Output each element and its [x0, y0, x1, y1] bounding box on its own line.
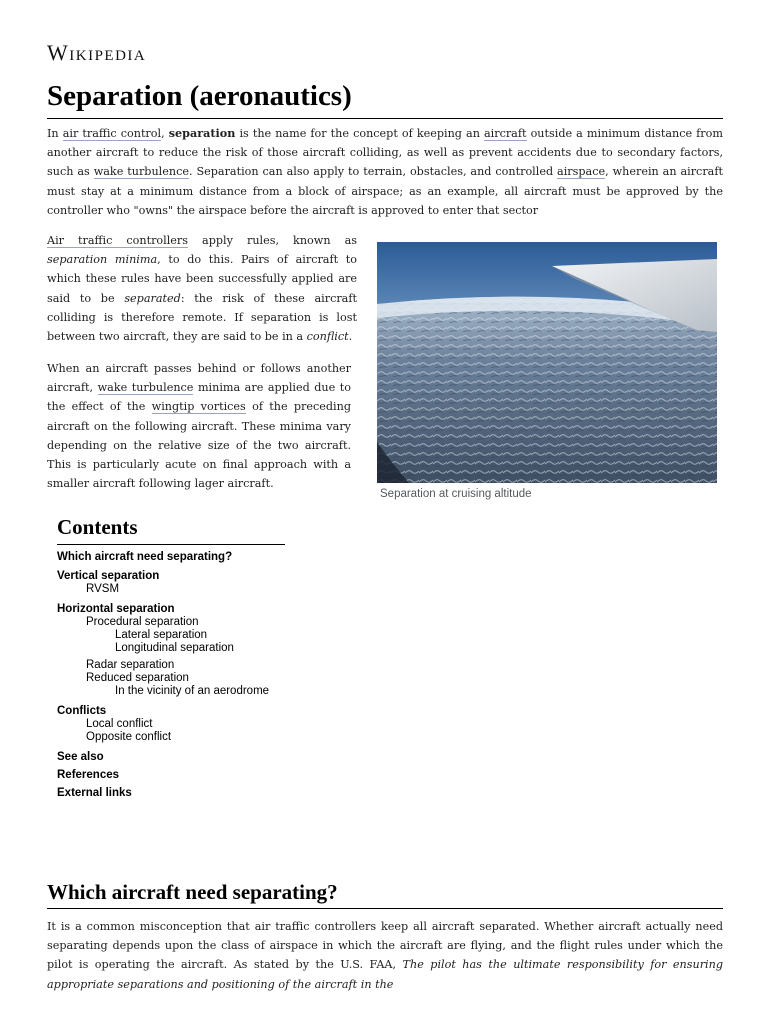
toc-item[interactable]: Conflicts	[57, 705, 107, 717]
link-wake-turbulence[interactable]: wake turbulence	[93, 165, 189, 179]
toc-item[interactable]: Horizontal separation	[57, 603, 175, 615]
toc-item[interactable]: References	[57, 769, 120, 781]
intro-text-2: ,	[161, 127, 169, 140]
term-separation: separation	[168, 126, 236, 140]
para3-text-2: minima are applied due to the effect of the	[47, 381, 351, 414]
toc-item[interactable]: Radar separation	[86, 659, 175, 671]
toc-item[interactable]: Procedural separation	[86, 616, 199, 628]
toc-item[interactable]: RVSM	[86, 583, 120, 595]
link-air-traffic-control[interactable]: air traffic control	[62, 127, 162, 140]
intro-text-6: , wherein an aircraft must stay at a minimum distance from a block of airspace; as an example, all aircraft must be approved by the controller who "owns" the airspace before the aircraft is approved to enter that sector	[47, 165, 723, 217]
toc-item[interactable]: Local conflict	[86, 718, 153, 730]
intro-text-1: In	[47, 127, 63, 140]
page-title: Separation (aeronautics)	[47, 78, 723, 119]
toc-item[interactable]: Longitudinal separation	[115, 642, 234, 654]
para2-text-4: .	[348, 330, 353, 344]
wikipedia-logo[interactable]: Wikipedia	[47, 40, 147, 65]
term-separation-minima: separation minima	[47, 253, 158, 267]
para2-text-1: apply rules, known as	[188, 234, 358, 247]
toc-item[interactable]: Which aircraft need separating?	[57, 551, 233, 563]
toc-title: Contents	[57, 515, 285, 545]
intro-text-4: outside a minimum distance from another aircraft to reduce the risk of those aircraft colliding, as well as prevent accidents due to secondary factors, such as	[47, 127, 723, 179]
toc-item[interactable]: External links	[57, 787, 132, 799]
section-heading-which-aircraft: Which aircraft need separating?	[47, 880, 723, 909]
intro-text-5: . Separation can also apply to terrain, obstacles, and controlled	[188, 165, 558, 179]
link-wingtip-vortices[interactable]: wingtip vortices	[151, 400, 246, 414]
toc-item[interactable]: Lateral separation	[115, 629, 208, 641]
toc-item[interactable]: See also	[57, 751, 104, 763]
term-separated: separated	[124, 291, 181, 305]
section1-text-1: It is a common misconception that air traffic controllers keep all aircraft separated. Whether aircraft actually need separating depends upon the class of airspace in which the aircraft are flying, and the flight rules under which the pilot is operating the aircraft. As stated by the U.S. FAA,	[47, 920, 723, 972]
figure-cruising-altitude	[377, 242, 717, 500]
section1-paragraph	[47, 917, 723, 994]
faa-quote: The pilot has the ultimate responsibility for ensuring appropriate separations and positioning of the aircraft in the	[47, 958, 723, 991]
para3-text-1: When an aircraft passes behind or follows another aircraft,	[47, 362, 351, 395]
para2-text-3: : the risk of these aircraft colliding is therefore remote. If separation is lost between two aircraft, they are said to be in a	[47, 291, 357, 344]
table-of-contents	[57, 515, 285, 799]
toc-item[interactable]: Vertical separation	[57, 570, 160, 582]
link-aircraft[interactable]: aircraft	[483, 127, 527, 140]
para2-text-2: , to do this. Pairs of aircraft to which these rules have been successfully applied are said to be	[47, 253, 358, 305]
para3-text-3: of the preceding aircraft on the following aircraft. These minima vary depending on the relative size of the two aircraft. This is particularly acute on final approach with a smaller aircraft following lager aircraft.	[47, 400, 351, 491]
intro-paragraph	[47, 124, 723, 220]
wake-turbulence-paragraph	[47, 359, 351, 493]
term-conflict: conflict	[306, 330, 349, 344]
link-air-traffic-controllers[interactable]: Air traffic controllers	[47, 234, 189, 247]
toc-item[interactable]: Reduced separation	[86, 672, 189, 684]
link-airspace[interactable]: airspace	[557, 165, 606, 179]
toc-item[interactable]: In the vicinity of an aerodrome	[115, 685, 270, 697]
intro-text-3: is the name for the concept of keeping an	[235, 127, 484, 140]
link-wake-turbulence-2[interactable]: wake turbulence	[97, 381, 194, 395]
separation-minima-paragraph	[47, 231, 357, 346]
figure-caption: Separation at cruising altitude	[380, 488, 532, 500]
toc-list	[57, 551, 285, 799]
aerial-photo-wing[interactable]	[377, 242, 717, 483]
toc-item[interactable]: Opposite conflict	[86, 731, 172, 743]
